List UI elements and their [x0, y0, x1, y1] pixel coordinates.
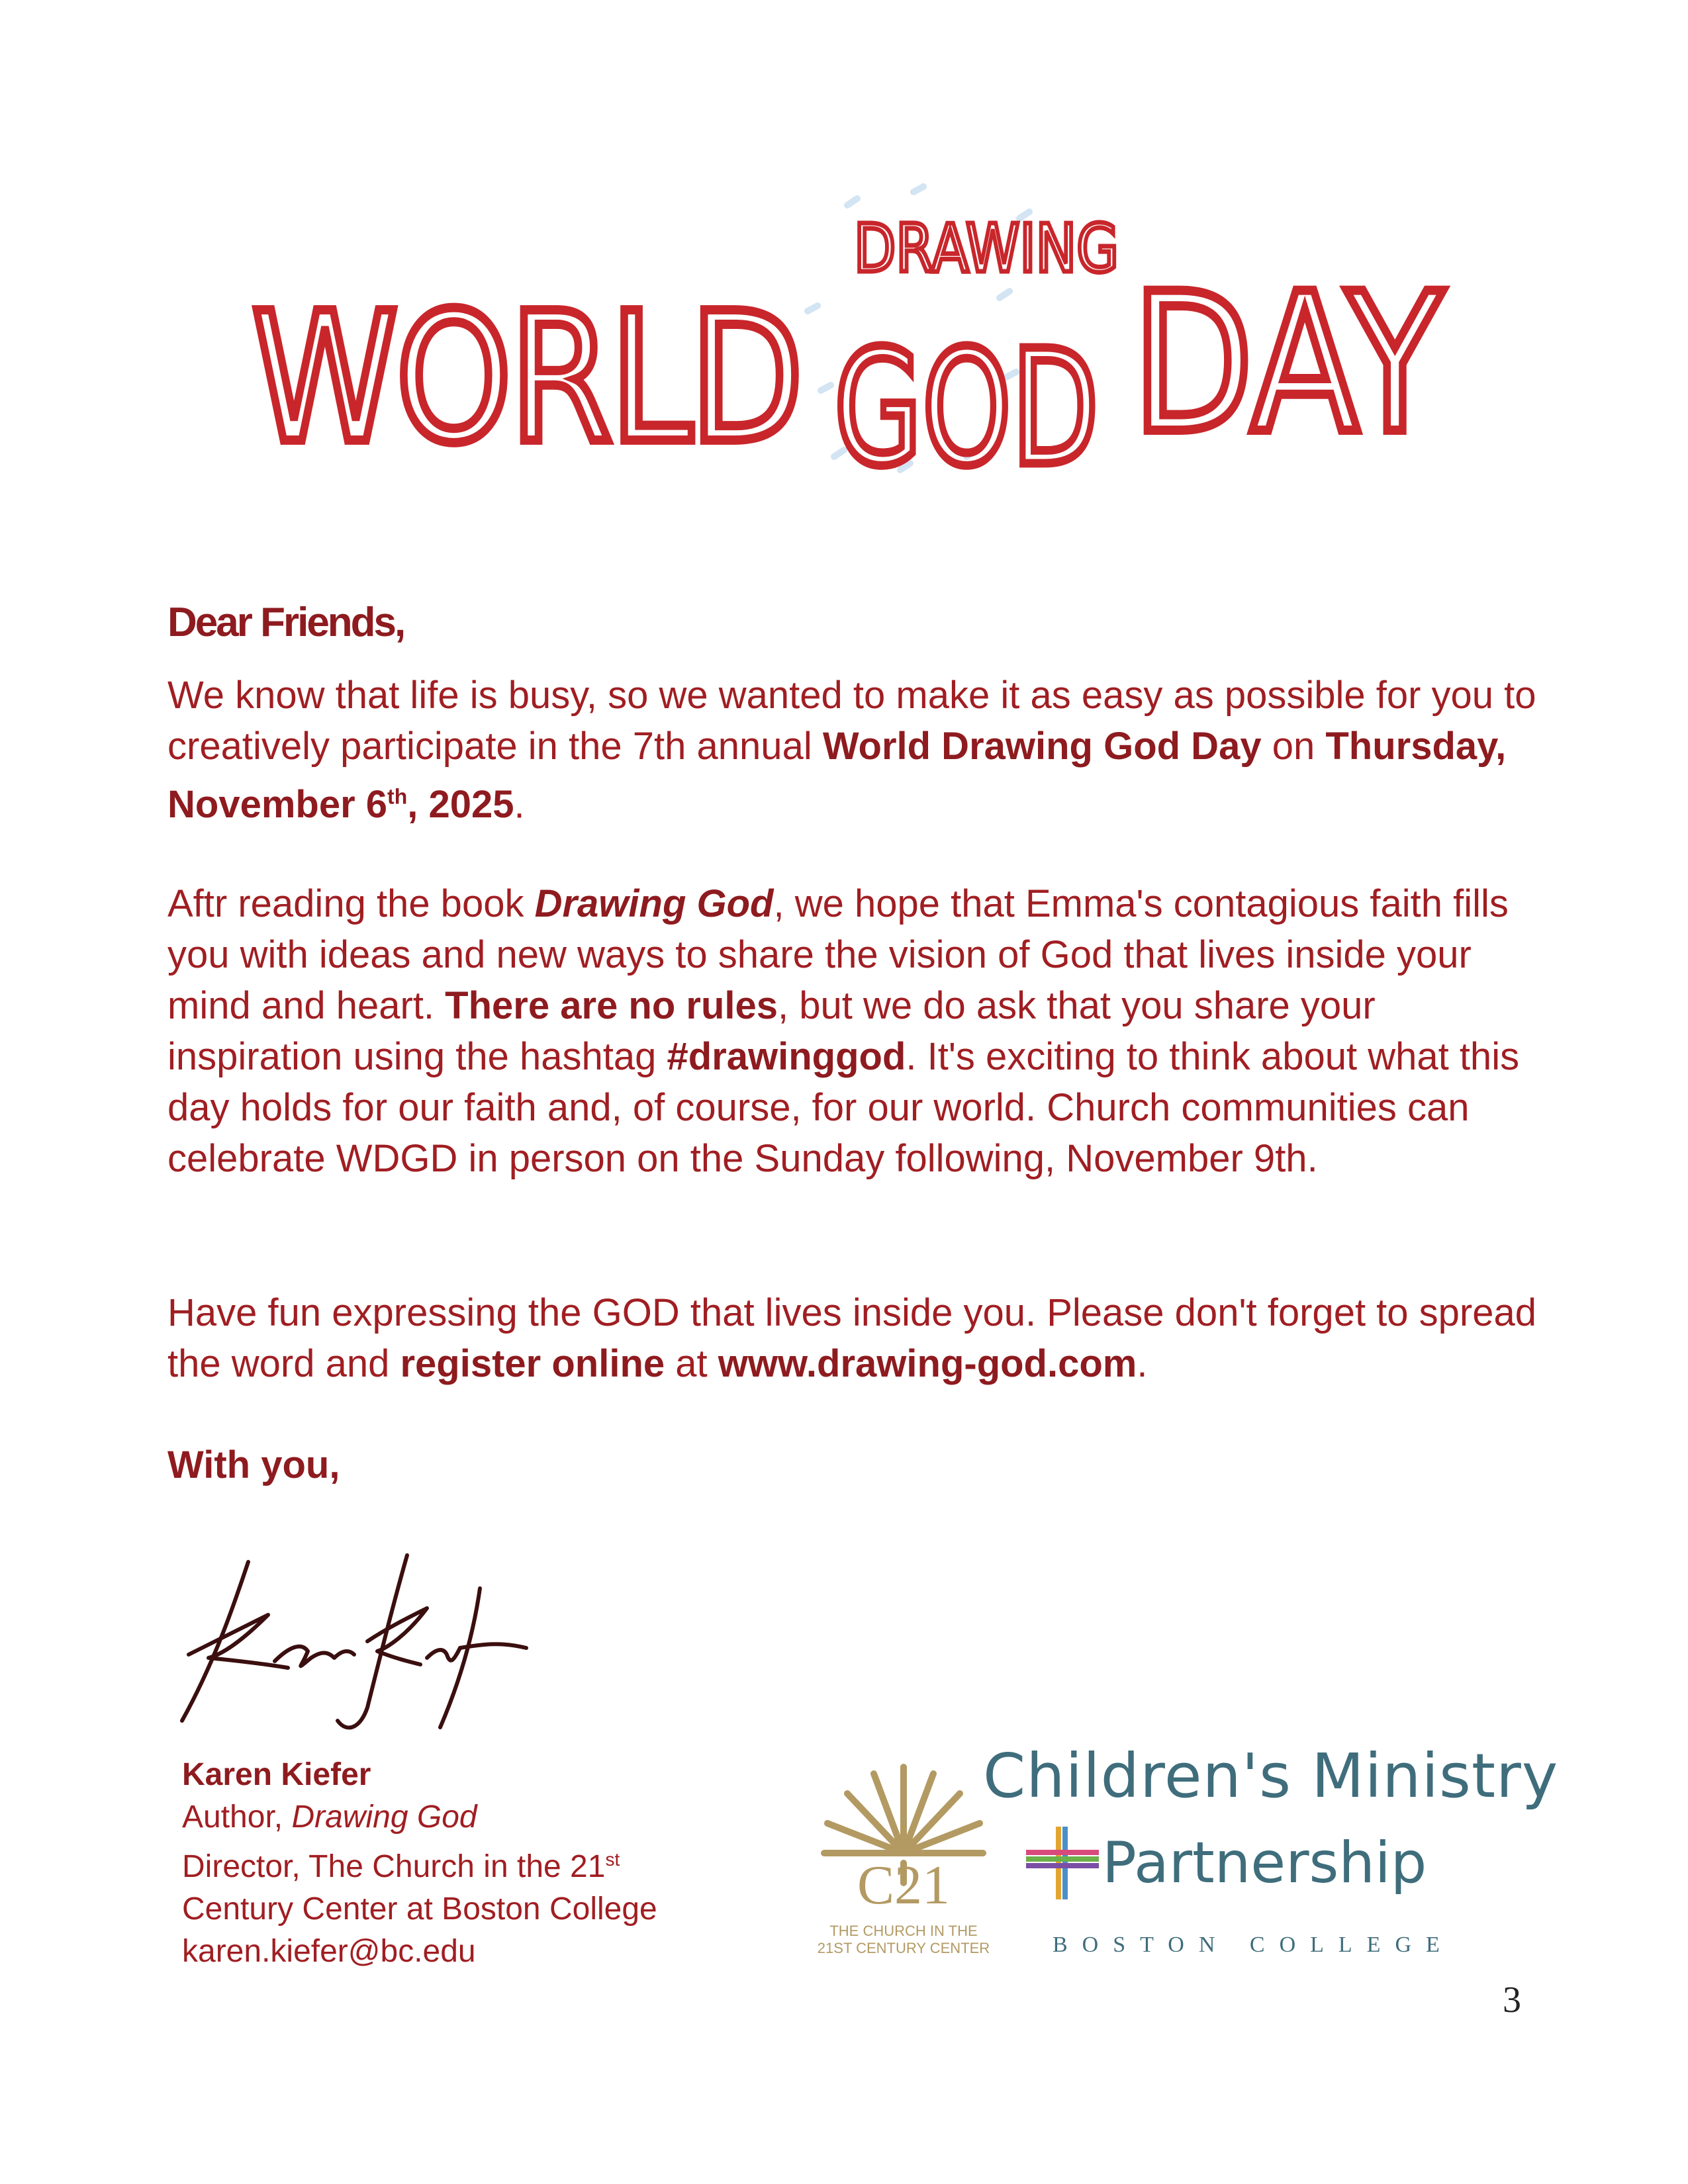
page-number: 3: [1503, 1979, 1521, 2021]
logo-word-world: WORLD: [252, 274, 801, 482]
p3-text-e: .: [1137, 1342, 1148, 1385]
p2-text-a: Aftr reading the book: [167, 882, 535, 925]
p3-text-a: Have fun expressing the GOD that lives inside you. Please don't forget to spread the word and: [167, 1291, 1537, 1385]
signer-email[interactable]: karen.kiefer@bc.edu: [182, 1934, 476, 1969]
logo-word-drawing: DRAWING: [854, 210, 1119, 287]
event-date: Thursday, November 6th, 2025: [167, 725, 1507, 827]
closing: With you,: [167, 1443, 340, 1486]
signer-title-3: Century Center at Boston College: [182, 1891, 657, 1927]
crayon-cross-icon: [1023, 1823, 1102, 1903]
greeting: Dear Friends,: [167, 600, 404, 645]
p2-text-g: . It's exciting to think about what this day holds for our faith and, of course, for our world. Church communities can celebrate WDGD in person on the Sunday following, November 9th.: [167, 1035, 1520, 1180]
c21-mark: C21: [857, 1854, 951, 1916]
website-link[interactable]: www.drawing-god.com: [718, 1342, 1137, 1385]
p1-text-c: on: [1261, 725, 1326, 768]
signer-title-1: Author, Drawing God: [182, 1799, 477, 1835]
p3-text-c: at: [665, 1342, 718, 1385]
p2-text-e: , but we do ask that you share your inspiration using the hashtag: [167, 984, 1376, 1078]
signer-name: Karen Kiefer: [182, 1757, 371, 1792]
book-title: Drawing God: [534, 882, 774, 925]
paragraph-2: [167, 878, 1558, 1184]
p2-text-c: , we hope that Emma's contagious faith fills you with ideas and new ways to share the vision of God that lives inside your mind and heart.: [167, 882, 1509, 1027]
logo-word-god: GOD: [834, 316, 1099, 501]
cmp-title: Children's Ministry: [983, 1741, 1559, 1811]
c21-caption: THE CHURCH IN THE 21ST CENTURY CENTER: [817, 1923, 990, 1956]
p1-text-a: We know that life is busy, so we wanted to make it as easy as possible for you to creatively participate in the 7th annual: [167, 674, 1536, 768]
paragraph-1: [167, 670, 1558, 830]
paragraph-3: [167, 1287, 1558, 1389]
logo-word-day: DAY: [1132, 253, 1446, 476]
hashtag: #drawinggod: [667, 1035, 906, 1078]
cmp-subtitle: Partnership: [1102, 1830, 1427, 1896]
p1-text-f: .: [514, 783, 525, 827]
world-drawing-god-day-logo: [252, 179, 1446, 510]
register-online-text: register online: [400, 1342, 665, 1385]
no-rules-text: There are no rules: [445, 984, 778, 1027]
signature: [169, 1542, 539, 1741]
event-name: World Drawing God Day: [822, 725, 1262, 768]
signature-block: [182, 1754, 657, 1973]
signer-title-2: Director, The Church in the 21st: [182, 1849, 620, 1884]
boston-college-text: BOSTON COLLEGE: [1053, 1933, 1454, 1957]
